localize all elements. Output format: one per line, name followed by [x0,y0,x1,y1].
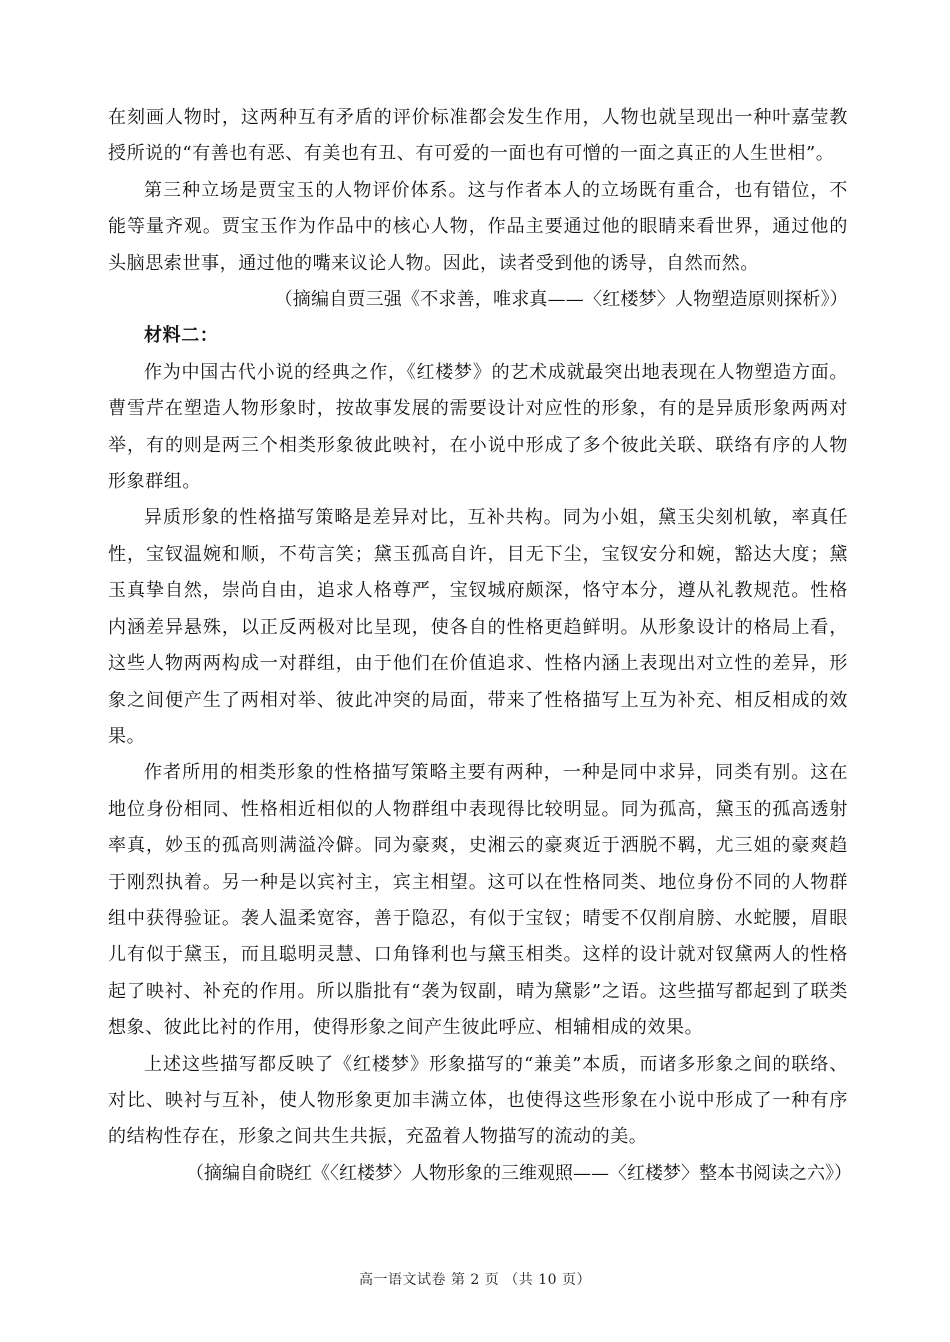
material-two-heading: 材料二： [144,325,219,347]
paragraph-continued: 在刻画人物时，这两种互有矛盾的评价标准都会发生作用，人物也就呈现出一种叶嘉莹教授所说的“有善也有恶、有美也有丑、有可爱的一面也有可憎的一面之真正的人生世相”。 [108,107,848,165]
material-one-source: （摘编自贾三强《不求善，唯求真——〈红楼梦〉人物塑造原则探析》） [274,289,848,311]
material-two-paragraph-4: 上述这些描写都反映了《红楼梦》形象描写的“兼美”本质，而诸多形象之间的联络、对比、映衬与互补，使人物形象更加丰满立体，也使得这些形象在小说中形成了一种有序的结构性存在，形象之间共生共振，充盈着人物描写的流动的美。 [108,1053,848,1148]
reading-material [108,100,852,1192]
material-two-paragraph-3: 作者所用的相类形象的性格描写策略主要有两种，一种是同中求异，同类有别。这在地位身份相同、性格相近相似的人物群组中表现得比较明显。同为孤高，黛玉的孤高透射率真，妙玉的孤高则满溢冷僻。同为豪爽，史湘云的豪爽近于洒脱不羁，尤三姐的豪爽趋于刚烈执着。另一种是以宾衬主，宾主相望。这可以在性格同类、地位身份不同的人物群组中获得验证。袭人温柔宽容，善于隐忍，有似于宝钗；晴雯不仅削肩膀、水蛇腰，眉眼儿有似于黛玉，而且聪明灵慧、口角锋利也与黛玉相类。这样的设计就对钗黛两人的性格起了映衬、补充的作用。所以脂批有“袭为钗副，晴为黛影”之语。这些描写都起到了联类想象、彼此比衬的作用，使得形象之间产生彼此呼应、相辅相成的效果。 [108,762,848,1039]
page-footer: 高一语文试卷 第 2 页 （共 10 页） [359,1272,591,1288]
material-two-source: （摘编自俞晓红《〈红楼梦〉人物形象的三维观照——〈红楼梦〉整本书阅读之六》） [186,1162,852,1184]
paragraph-third-stance: 第三种立场是贾宝玉的人物评价体系。这与作者本人的立场既有重合，也有错位，不能等量齐观。贾宝玉作为作品中的核心人物，作品主要通过他的眼睛来看世界，通过他的头脑思索世事，通过他的嘴来议论人物。因此，读者受到他的诱导，自然而然。 [108,179,848,274]
material-two-paragraph-2: 异质形象的性格描写策略是差异对比，互补共构。同为小姐，黛玉尖刻机敏，率真任性，宝钗温婉和顺，不苟言笑；黛玉孤高自许，目无下尘，宝钗安分和婉，豁达大度；黛玉真挚自然，崇尚自由，追求人格尊严，宝钗城府颇深，恪守本分，遵从礼教规范。性格内涵差异悬殊，以正反两极对比呈现，使各自的性格更趋鲜明。从形象设计的格局上看，这些人物两两构成一对群组，由于他们在价值追求、性格内涵上表现出对立性的差异，形象之间便产生了两相对举、彼此冲突的局面，带来了性格描写上互为补充、相反相成的效果。 [108,507,848,747]
material-two-paragraph-1: 作为中国古代小说的经典之作，《红楼梦》的艺术成就最突出地表现在人物塑造方面。曹雪芹在塑造人物形象时，按故事发展的需要设计对应性的形象，有的是异质形象两两对举，有的则是两三个相类形象彼此映衬，在小说中形成了多个彼此关联、联络有序的人物形象群组。 [108,361,848,493]
